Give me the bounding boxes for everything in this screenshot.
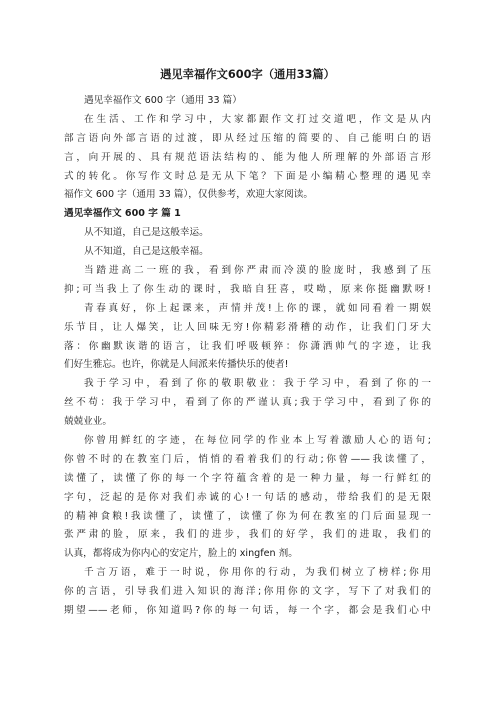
text-line: 言，向开展的、具有规范语法结构的、能为他人所理解的外部语言形 (64, 151, 431, 163)
text-line: 落：你幽默诙谐的语言，让我们呼吸顿猝：你潇洒帅气的字迹，让我 (64, 340, 431, 352)
document-title: 遇见幸福作文600字（通用33篇） (160, 68, 335, 81)
text-line: 青春真好，你上起课来，声情并茂!上你的课，就如同看着一期娱 (84, 302, 431, 314)
document-page (64, 0, 431, 621)
text-line: 期望——老师，你知道吗?你的每一句话，每一个字，都会是我们心中 (64, 605, 431, 617)
text-line: 读懂了，读懂了你的每一个字符蕴含着的是一种力量，每一行鲜红的 (64, 472, 431, 484)
text-line: 字句，泛起的是你对我们赤诚的心!一句话的感动，带给我们的是无限 (64, 491, 431, 503)
text-line: 从不知道，自己是这般幸福。 (84, 246, 209, 258)
text-line: 你曾用鲜红的字迹，在每位同学的作业本上写着激励人心的语句; (84, 435, 431, 447)
text-line: 们好生雅忘。也许，你就是人间派来传播快乐的使者! (64, 359, 289, 371)
text-line: 我于学习中，看到了你的敬职敬业：我于学习中，看到了你的一 (84, 378, 431, 390)
text-line: 在生活、工作和学习中，大家都跟作文打过交道吧，作文是从内 (84, 113, 431, 125)
text-line: 认真，都将成为你内心的安定片，脸上的 xingfen 剂。 (64, 548, 298, 560)
text-line: 你的言语，引导我们进入知识的海洋;你用你的文字，写下了对我们的 (64, 586, 431, 598)
text-line: 乐节目，让人爆笑，让人回味无穷!你精彩滑稽的动作，让我们门牙大 (64, 321, 431, 333)
text-line: 丝不苟：我于学习中，看到了你的严谨认真;我于学习中，看到了你的 (64, 397, 431, 409)
text-line: 千言万语，难于一时说，你用你的行动，为我们树立了榜样;你用 (84, 567, 431, 579)
section-heading: 遇见幸福作文 600 字 篇 1 (64, 208, 181, 220)
text-line: 遇见幸福作文 600 字（通用 33 篇） (84, 95, 242, 106)
text-line: 抑;可当我上了你生动的课时，我暗自狂喜，哎呦，原来你挺幽默呀! (64, 283, 431, 295)
text-line: 部言语向外部言语的过渡，即从经过压缩的简要的、自己能明白的语 (64, 132, 431, 144)
text-line: 式的转化。你写作文时总是无从下笔？下面是小编精心整理的遇见幸 (64, 170, 431, 182)
text-line: 兢兢业业。 (64, 416, 112, 428)
text-line: 张严肃的脸，原来，我们的进步，我们的好学，我们的进取，我们的 (64, 529, 431, 541)
text-line: 从不知道，自己是这般幸运。 (84, 227, 209, 239)
text-line: 当踏进高二一班的我，看到你严肃而冷漠的脸庞时，我感到了压 (84, 265, 431, 277)
text-line: 你曾不时的在教室门后，悄悄的看着我们的行动;你曾——我读懂了， (64, 453, 431, 465)
document-body (64, 92, 431, 621)
text-line: 福作文 600 字（通用 33 篇），仅供参考，欢迎大家阅读。 (64, 189, 313, 201)
text-line: 的精神食粮!我读懂了，读懂了，读懂了你为何在教室的门后面显现一 (64, 510, 431, 522)
